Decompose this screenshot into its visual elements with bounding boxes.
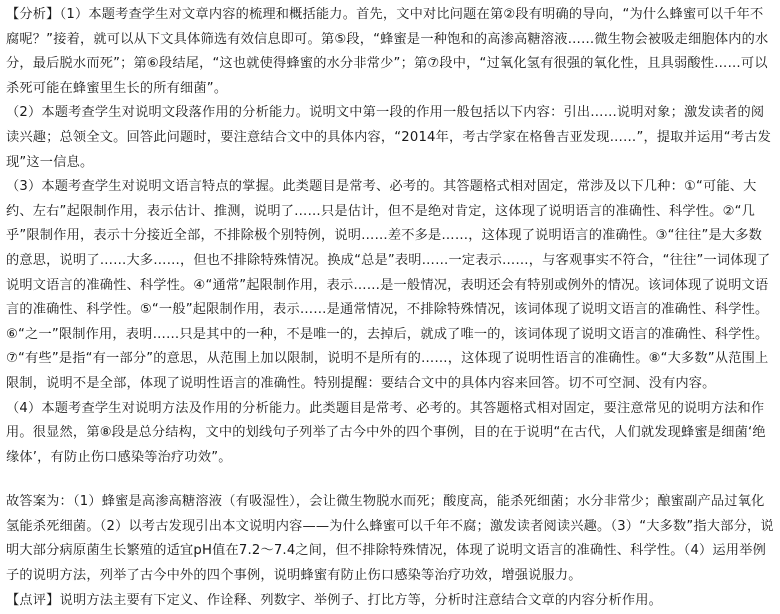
comment-label: 【点评】 — [6, 592, 60, 608]
analysis-part-3: （3）本题考查学生对说明文语言特点的掌握。此类题目是常考、必考的。其答题格式相对固定，常涉及以下几种：①“可能、大约、左右”起限制作用，表示估计、推测，说明了……只是估计，但不是绝对肯定，这体现了说明语言的准确性、科学性。②“几乎”限制作用，表示十分接近全部，不排除极个别特例，说明……差不多是……，这体现了说明语言的准确性。③“往往”是大多数的意思，说明了……大多……，但也不排除特殊情况。换成“总是”表明……一定表示……，与客观事实不符合，“往往”一词体现了说明文语言的准确性、科学性。④“通常”起限制作用，表示……是一般情况，表明还会有特别或例外的情况。该词体现了说明文语言的准确性、科学性。⑤“一般”起限制作用，表示……是通常情况，不排除特殊情况，该词体现了说明文语言的准确性、科学性。⑥“之一”限制作用，表明……只是其中的一种，不是唯一的，去掉后，就成了唯一的，该词体现了说明文语言的准确性、科学性。⑦“有些”是指“有一部分”的意思，从范围上加以限制，说明不是所有的……，这体现了说明性语言的准确性。⑧“大多数”从范围上限制，说明不是全部，体现了说明性语言的准确性。特别提醒：要结合文中的具体内容来回答。切不可空洞、没有内容。 — [6, 179, 771, 391]
analysis-part-2: （2）本题考查学生对说明文段落作用的分析能力。说明文中第一段的作用一般包括以下内容：引出……说明对象；激发读者的阅读兴趣；总领全文。回答此问题时，要注意结合文中的具体内容，“2014年，考古学家在格鲁吉亚发现……”，提取并运用“考古发现”这一信息。 — [6, 105, 771, 170]
analysis-part-4: （4）本题考查学生对说明方法及作用的分析能力。此类题目是常考、必考的。其答题格式相对固定，要注意常见的说明方法和作用。很显然，第⑧段是总分结构，文中的划线句子列举了古今中外的四个事例，目的在于说明“在古代，人们就发现蜂蜜是细菌‘绝缘体’，有防止伤口感染等治疗功效”。 — [6, 400, 766, 465]
comment-paragraph — [6, 589, 774, 614]
comment-text: 说明方法主要有下定义、作诠释、列数字、举例子、打比方等，分析时注意结合文章的内容分析作用。 — [59, 592, 662, 608]
answer-section — [6, 490, 774, 588]
analysis-section — [6, 3, 774, 470]
analysis-part-1 — [6, 3, 774, 101]
comment-section — [6, 589, 774, 614]
section-spacer — [6, 470, 774, 490]
analysis-label: 【分析】 — [6, 7, 60, 22]
analysis-part-1-text: （1）本题考查学生对文章内容的梳理和概括能力。首先，文中对比问题在第②段有明确的导向，“为什么蜂蜜可以千年不腐呢？”接着，就可以从下文具体筛选有效信息即可。第⑤段，“蜂蜜是一种饱和的高渗高糖溶液……微生物会被吸走细胞体内的水分，最后脱水而死”；第⑥段结尾，“这也就使得蜂蜜的水分非常少”；第⑦段中，“过氧化氢有很强的氧化性，且具弱酸性……可以杀死可能在蜂蜜里生长的所有细菌”。 — [6, 7, 769, 96]
answer-summary: 故答案为：（1）蜂蜜是高渗高糖溶液（有吸湿性），会让微生物脱水而死；酸度高，能杀死细菌；水分非常少；酿蜜副产品过氧化氢能杀死细菌。（2）以考古发现引出本文说明内容——为什么蜂蜜可以千年不腐；激发读者阅读兴趣。（3）“大多数”指大部分，说明大部分病原菌生长繁殖的适宜pH值在7.2～7.4之间，但不排除特殊情况，体现了说明文语言的准确性、科学性。（4）运用举例子的说明方法，列举了古今中外的四个事例，说明蜂蜜有防止伤口感染等治疗功效，增强说服力。 — [6, 494, 774, 584]
